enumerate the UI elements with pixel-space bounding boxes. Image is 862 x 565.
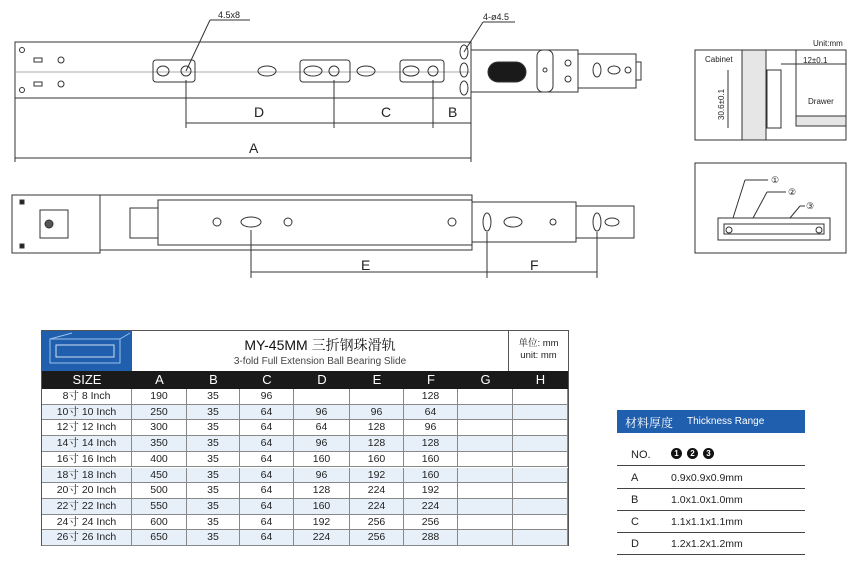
- marker-1: ①: [771, 175, 780, 185]
- value-cell: [513, 515, 568, 530]
- bottom-slide-view: [12, 195, 634, 278]
- table-row: [42, 468, 568, 484]
- value-cell: 550: [132, 499, 187, 514]
- value-cell: 250: [132, 405, 187, 420]
- dim-d-label: D: [254, 104, 265, 120]
- no-label: NO.: [631, 449, 651, 461]
- value-cell: 128: [350, 420, 404, 435]
- dim-f-label: F: [530, 257, 539, 273]
- column-header-h: H: [535, 372, 546, 387]
- value-cell: 64: [240, 436, 294, 451]
- cabinet-label: Cabinet: [705, 55, 733, 64]
- value-cell: 35: [187, 389, 240, 404]
- value-cell: 128: [294, 483, 350, 498]
- value-cell: 35: [187, 436, 240, 451]
- value-cell: 64: [294, 420, 350, 435]
- value-cell: 224: [350, 483, 404, 498]
- value-cell: 128: [350, 436, 404, 451]
- column-header-g: G: [480, 372, 491, 387]
- value-cell: [513, 436, 568, 451]
- value-cell: 96: [404, 420, 458, 435]
- thickness-no: C: [631, 516, 639, 528]
- value-cell: [350, 389, 404, 404]
- unit-en: unit: mm: [520, 350, 557, 361]
- value-cell: 300: [132, 420, 187, 435]
- value-cell: 160: [350, 452, 404, 467]
- thickness-table: [617, 410, 805, 550]
- thickness-no: B: [631, 494, 639, 506]
- dim-c-label: C: [381, 104, 392, 120]
- value-cell: 35: [187, 452, 240, 467]
- thickness-value: 1.1x1.1x1.1mm: [671, 516, 743, 528]
- value-cell: 96: [240, 389, 294, 404]
- marker-dot-3: 3: [703, 448, 714, 459]
- size-cell: 8寸 8 Inch: [42, 389, 132, 404]
- thickness-title-en: Thickness Range: [687, 416, 765, 427]
- thickness-row: [617, 533, 805, 555]
- table-row: [42, 452, 568, 468]
- spec-unit: [508, 331, 568, 371]
- spec-title: MY-45MM 三折钢珠滑轨: [244, 337, 396, 353]
- value-cell: 400: [132, 452, 187, 467]
- value-cell: 192: [350, 468, 404, 483]
- value-cell: 64: [240, 452, 294, 467]
- size-cell: 20寸 20 Inch: [42, 483, 132, 498]
- size-cell: 26寸 26 Inch: [42, 530, 132, 545]
- table-row: [42, 515, 568, 531]
- product-logo: [42, 331, 132, 371]
- value-cell: [458, 420, 513, 435]
- value-cell: 35: [187, 420, 240, 435]
- size-cell: 14寸 14 Inch: [42, 436, 132, 451]
- value-cell: [513, 420, 568, 435]
- value-cell: 64: [240, 499, 294, 514]
- value-cell: [458, 515, 513, 530]
- value-cell: [513, 530, 568, 545]
- drawer-label: Drawer: [808, 97, 834, 106]
- column-header-e: E: [372, 372, 382, 387]
- value-cell: 160: [294, 452, 350, 467]
- thickness-value: 1.0x1.0x1.0mm: [671, 494, 743, 506]
- spec-table: [41, 330, 569, 546]
- thickness-table-header: [617, 410, 805, 433]
- value-cell: 64: [240, 405, 294, 420]
- value-cell: 224: [350, 499, 404, 514]
- size-cell: 24寸 24 Inch: [42, 515, 132, 530]
- marker-dot-1: 1: [671, 448, 682, 459]
- value-cell: [458, 436, 513, 451]
- column-header-f: F: [427, 372, 435, 387]
- thickness-row: [617, 511, 805, 533]
- marker-3: ③: [806, 201, 815, 211]
- table-row: [42, 530, 568, 546]
- top-slide-view: [15, 20, 641, 162]
- value-cell: 35: [187, 405, 240, 420]
- value-cell: [458, 483, 513, 498]
- gap-label: 12±0.1: [803, 56, 828, 65]
- value-cell: 256: [350, 530, 404, 545]
- thickness-row: [617, 489, 805, 511]
- thickness-value: 0.9x0.9x0.9mm: [671, 472, 743, 484]
- value-cell: 64: [240, 515, 294, 530]
- size-cell: 22寸 22 Inch: [42, 499, 132, 514]
- value-cell: 224: [294, 530, 350, 545]
- value-cell: 35: [187, 499, 240, 514]
- hole-size-label: 4.5x8: [218, 10, 241, 20]
- thickness-value: 1.2x1.2x1.2mm: [671, 538, 743, 550]
- column-header-c: C: [262, 372, 272, 387]
- size-cell: 10寸 10 Inch: [42, 405, 132, 420]
- value-cell: 256: [404, 515, 458, 530]
- value-cell: [513, 405, 568, 420]
- dim-b-label: B: [448, 104, 458, 120]
- value-cell: [513, 483, 568, 498]
- value-cell: [458, 405, 513, 420]
- spec-subtitle: 3-fold Full Extension Ball Bearing Slide: [233, 356, 407, 367]
- value-cell: [513, 499, 568, 514]
- table-row: [42, 483, 568, 499]
- value-cell: [294, 389, 350, 404]
- value-cell: 64: [404, 405, 458, 420]
- value-cell: 160: [404, 468, 458, 483]
- value-cell: 64: [240, 530, 294, 545]
- slide-icon: [42, 331, 132, 371]
- dim-a-label: A: [249, 140, 259, 156]
- size-cell: 12寸 12 Inch: [42, 420, 132, 435]
- layer-markers: [671, 447, 719, 459]
- value-cell: 64: [240, 483, 294, 498]
- marker-2: ②: [788, 187, 797, 197]
- unit-cn: 单位: mm: [518, 338, 559, 349]
- unit-label: Unit:mm: [813, 39, 843, 48]
- value-cell: [513, 452, 568, 467]
- dim-e-label: E: [361, 257, 371, 273]
- value-cell: 500: [132, 483, 187, 498]
- column-header-a: A: [155, 372, 164, 387]
- size-cell: 16寸 16 Inch: [42, 452, 132, 467]
- height-label: 30.6±0.1: [717, 88, 726, 120]
- table-row: [42, 420, 568, 436]
- value-cell: 190: [132, 389, 187, 404]
- value-cell: 35: [187, 483, 240, 498]
- four-hole-label: 4-ø4.5: [483, 12, 510, 22]
- value-cell: 128: [404, 436, 458, 451]
- thickness-no: D: [631, 538, 639, 550]
- value-cell: 96: [350, 405, 404, 420]
- column-header-b: B: [209, 372, 218, 387]
- value-cell: [458, 530, 513, 545]
- value-cell: 256: [350, 515, 404, 530]
- column-header-size: SIZE: [72, 372, 102, 387]
- value-cell: 96: [294, 468, 350, 483]
- value-cell: 35: [187, 515, 240, 530]
- value-cell: 128: [404, 389, 458, 404]
- table-row: [42, 499, 568, 515]
- thickness-title-cn: 材料厚度: [625, 416, 674, 430]
- spec-column-header: [42, 371, 568, 389]
- thickness-no-row: [617, 444, 805, 466]
- value-cell: [513, 389, 568, 404]
- value-cell: 96: [294, 405, 350, 420]
- table-row: [42, 389, 568, 405]
- value-cell: [513, 468, 568, 483]
- thickness-no: A: [631, 472, 639, 484]
- marker-dot-2: 2: [687, 448, 698, 459]
- value-cell: 650: [132, 530, 187, 545]
- value-cell: 192: [404, 483, 458, 498]
- value-cell: 600: [132, 515, 187, 530]
- value-cell: 192: [294, 515, 350, 530]
- value-cell: 35: [187, 468, 240, 483]
- table-row: [42, 436, 568, 452]
- value-cell: [458, 468, 513, 483]
- thickness-row: [617, 467, 805, 489]
- value-cell: 288: [404, 530, 458, 545]
- spec-table-header: [42, 331, 568, 372]
- value-cell: 224: [404, 499, 458, 514]
- value-cell: [458, 499, 513, 514]
- value-cell: 64: [240, 468, 294, 483]
- value-cell: 350: [132, 436, 187, 451]
- size-cell: 18寸 18 Inch: [42, 468, 132, 483]
- value-cell: 64: [240, 420, 294, 435]
- value-cell: [458, 389, 513, 404]
- column-header-d: D: [317, 372, 327, 387]
- table-row: [42, 405, 568, 421]
- value-cell: 160: [294, 499, 350, 514]
- value-cell: [458, 452, 513, 467]
- value-cell: 96: [294, 436, 350, 451]
- value-cell: 35: [187, 530, 240, 545]
- value-cell: 160: [404, 452, 458, 467]
- value-cell: 450: [132, 468, 187, 483]
